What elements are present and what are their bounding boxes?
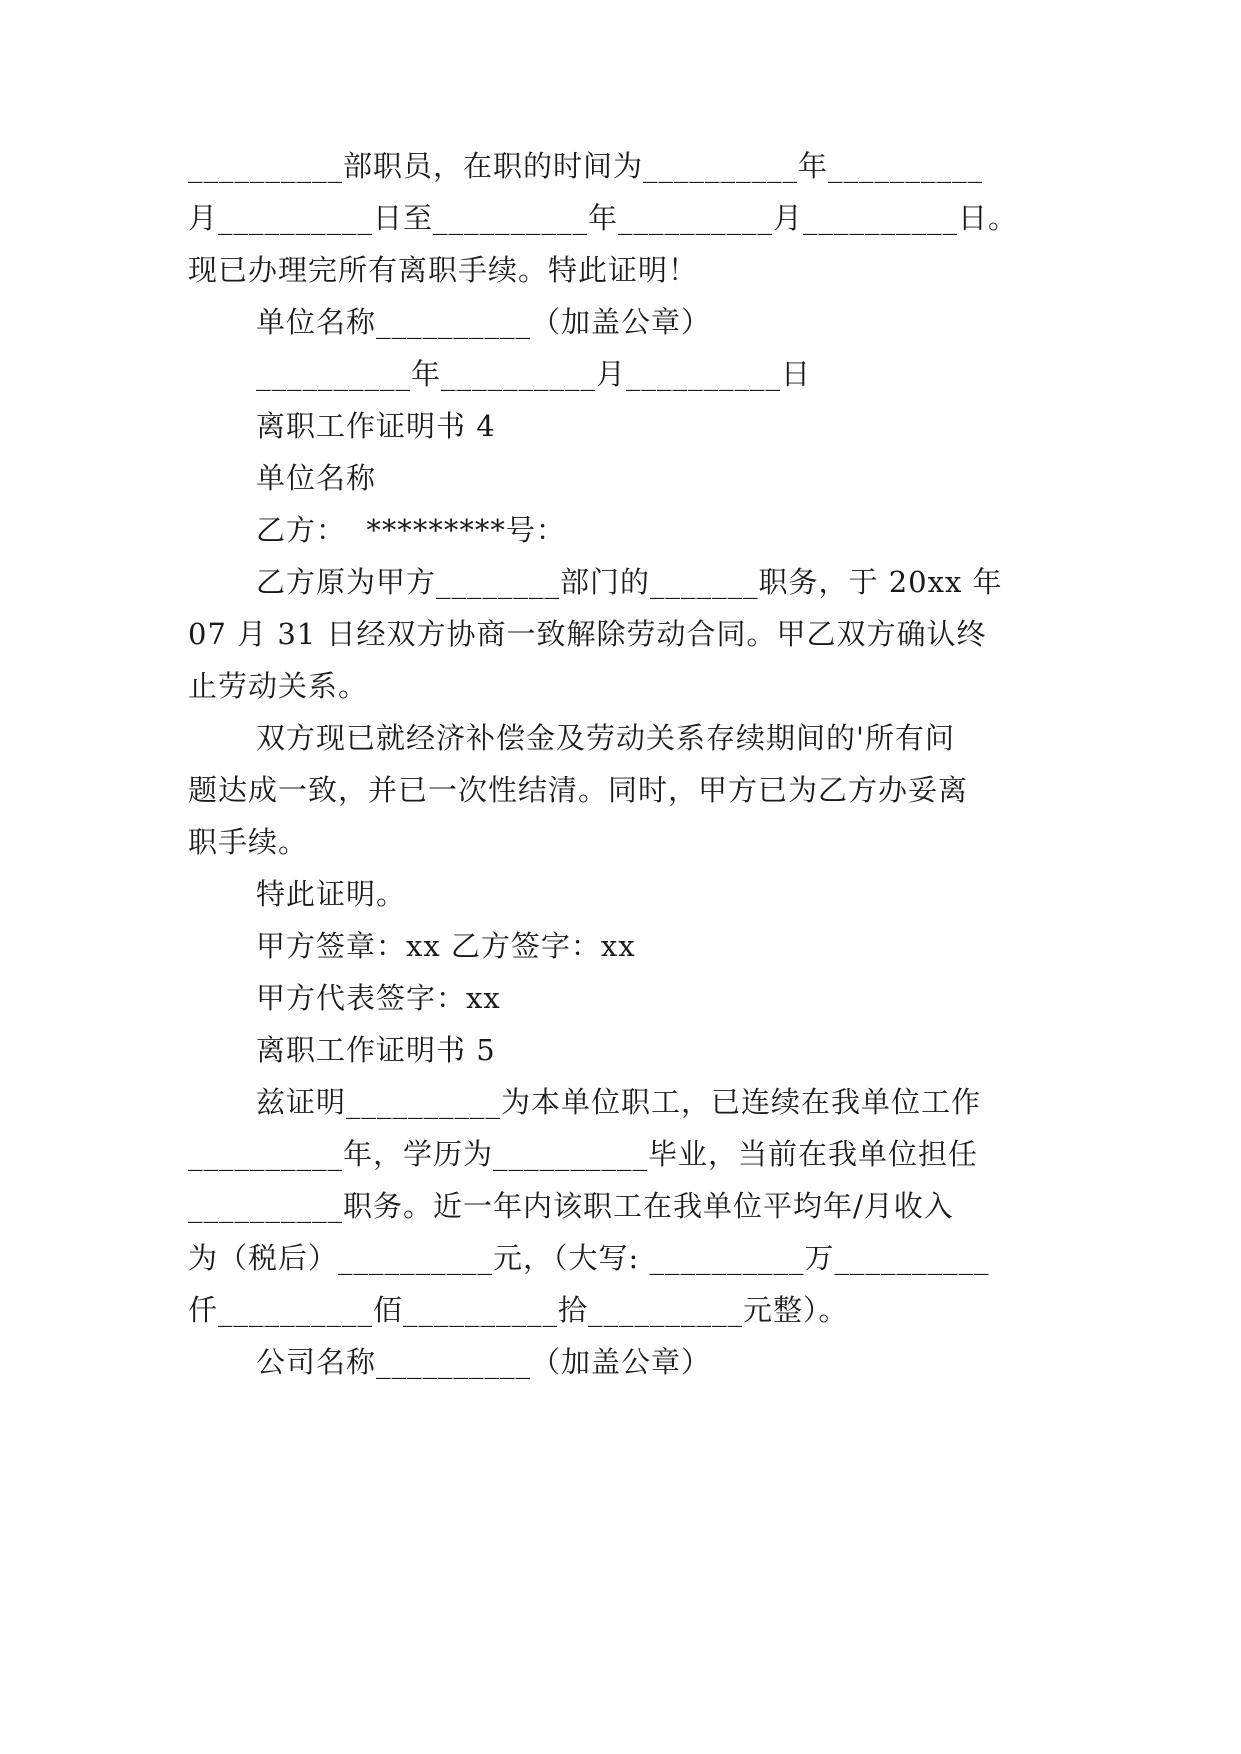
body-text-line: 为（税后）__________元，（大写: __________万__________: [188, 1241, 990, 1275]
body-text-line: 07 月 31 日经双方协商一致解除劳动合同。甲乙双方确认终: [188, 617, 987, 651]
party-b-line: 乙方： *********号：: [256, 513, 566, 547]
signature-line: 甲方签章：xx 乙方签字：xx: [256, 929, 636, 963]
section-heading: 离职工作证明书 4: [256, 409, 496, 443]
company-name-line: 公司名称__________（加盖公章）: [256, 1345, 712, 1379]
body-text-line: 月__________日至__________年__________月__________日。: [188, 201, 1019, 235]
signature-line: 甲方代表签字：xx: [256, 981, 501, 1015]
body-text-line: 乙方原为甲方________部门的_______职务，于 20xx 年: [256, 565, 1003, 599]
body-text-line: 特此证明。: [256, 877, 407, 911]
body-text-line: 题达成一致，并已一次性结清。同时，甲方已为乙方办妥离: [188, 773, 969, 807]
body-text-line: 双方现已就经济补偿金及劳动关系存续期间的'所有问: [256, 721, 955, 755]
section-heading: 离职工作证明书 5: [256, 1033, 496, 1067]
body-text-line: 止劳动关系。: [188, 669, 369, 703]
company-name-line: 单位名称: [256, 461, 377, 495]
body-text-line: 职手续。: [188, 825, 309, 859]
body-text-line: 兹证明__________为本单位职工，已连续在我单位工作: [256, 1085, 982, 1119]
date-line: __________年__________月__________日: [256, 357, 812, 391]
company-name-line: 单位名称__________（加盖公章）: [256, 305, 712, 339]
body-text-line: __________年，学历为__________毕业，当前在我单位担任: [188, 1137, 979, 1171]
body-text-line: __________部职员，在职的时间为__________年__________: [188, 149, 984, 183]
body-text-line: 仟__________佰__________拾__________元整）。: [188, 1293, 849, 1327]
body-text-line: __________职务。近一年内该职工在我单位平均年/月收入: [188, 1189, 954, 1223]
body-text-line: 现已办理完所有离职手续。特此证明！: [188, 253, 699, 287]
